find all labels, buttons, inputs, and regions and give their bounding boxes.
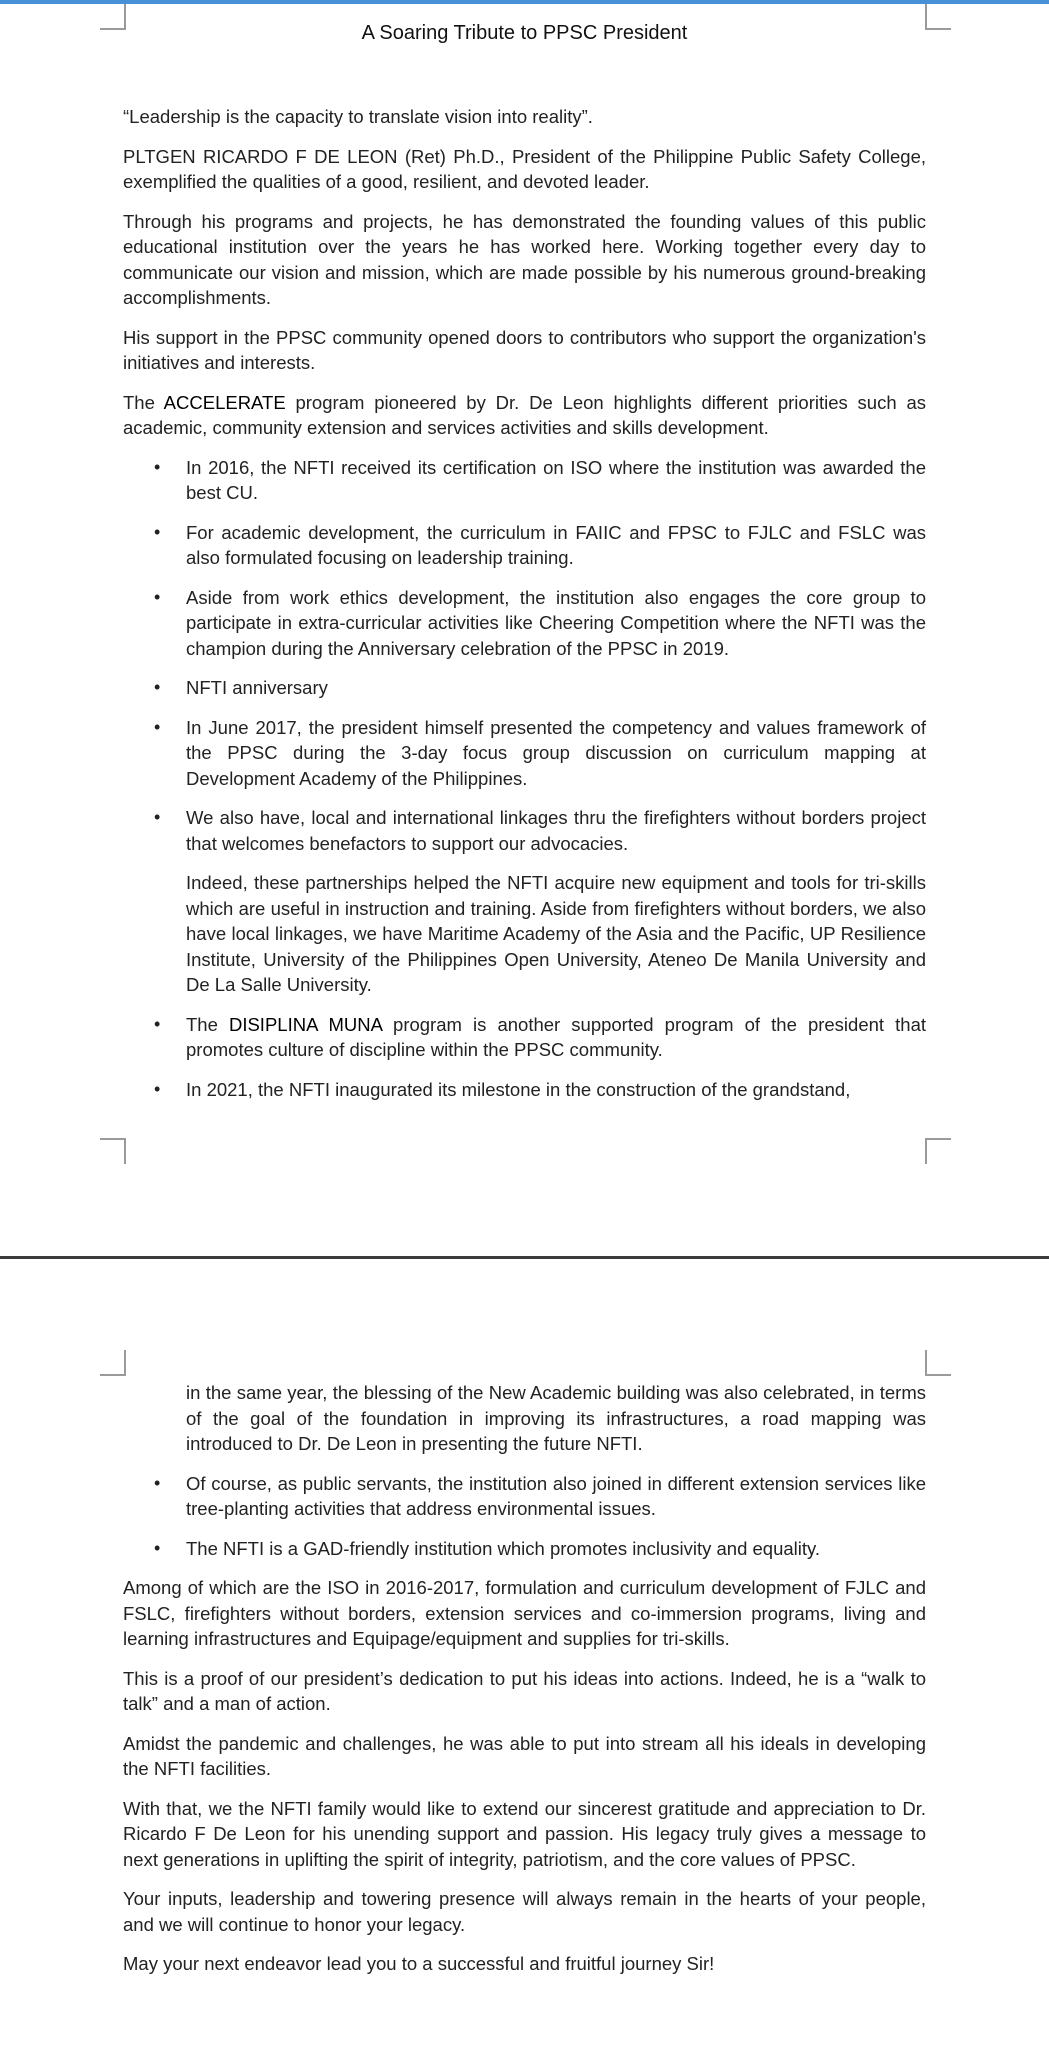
list-item: • The DISIPLINA MUNA program is another supported program of the president that promotes culture of discipline within the PPSC community.: [123, 1012, 926, 1063]
bullet-list-page-1b: [123, 1012, 926, 1103]
page-1-body: [123, 104, 926, 1116]
bullet-list-page-2: [123, 1471, 926, 1562]
margin-corner-bottom-left: [100, 1138, 126, 1164]
intro-paragraph: PLTGEN RICARDO F DE LEON (Ret) Ph.D., President of the Philippine Public Safety College, exemplified the qualities of a good, resilient, and devoted leader.: [123, 145, 926, 192]
closing-paragraph: Your inputs, leadership and towering presence will always remain in the hearts of your people, and we will continue to honor your legacy.: [123, 1888, 926, 1935]
partnerships-paragraph: Indeed, these partnerships helped the NFTI acquire new equipment and tools for tri-skills which are useful in instruction and training. Aside from firefighters without borders, we also have local linkages, we have Maritime Academy of the Asia and the Pacific, UP Resilience Institute, University of the Philippines Open University, Ateneo De Manila University and De La Salle University.: [186, 872, 926, 995]
closing-paragraph: May your next endeavor lead you to a successful and fruitful journey Sir!: [123, 1953, 715, 1974]
programs-paragraph: Through his programs and projects, he has demonstrated the founding values of this public educational institution over the years he has worked here. Working together every day to communicate our vision and mission, which are made possible by his numerous ground-breaking accomplishments.: [123, 210, 926, 308]
accelerate-paragraph: The ACCELERATE program pioneered by Dr. De Leon highlights different priorities such as academic, community extension and services activities and skills development.: [123, 391, 926, 438]
continuation-paragraph: in the same year, the blessing of the New Academic building was also celebrated, in terms of the goal of the foundation in improving its infrastructures, a road mapping was introduced to Dr. De Leon in presenting the future NFTI.: [186, 1382, 926, 1454]
list-item: • For academic development, the curriculum in FAIIC and FPSC to FJLC and FSLC was also formulated focusing on leadership training.: [123, 520, 926, 571]
closing-paragraph: With that, we the NFTI family would like to extend our sincerest gratitude and appreciation to Dr. Ricardo F De Leon for his unending support and passion. His legacy truly gives a message to next generations in uplifting the spirit of integrity, patriotism, and the core values of PPSC.: [123, 1797, 926, 1870]
support-paragraph: His support in the PPSC community opened doors to contributors who support the organization's initiatives and interests.: [123, 326, 926, 373]
closing-paragraph: This is a proof of our president’s dedication to put his ideas into actions. Indeed, he is a “walk to talk” and a man of action.: [123, 1667, 926, 1714]
disiplina-highlight: DISIPLINA MUNA: [228, 1013, 382, 1035]
list-item: • Of course, as public servants, the institution also joined in different extension services like tree-planting activities that address environmental issues.: [123, 1471, 926, 1522]
document-page-2: [0, 1259, 1049, 2048]
list-item: • In 2021, the NFTI inaugurated its milestone in the construction of the grandstand,: [123, 1077, 926, 1103]
document-page-1: [0, 4, 1049, 1256]
margin-corner-top-left: [100, 1350, 126, 1376]
list-item: • The NFTI is a GAD-friendly institution which promotes inclusivity and equality.: [123, 1536, 926, 1562]
closing-paragraph: Among of which are the ISO in 2016-2017, formulation and curriculum development of FJLC and FSLC, firefighters without borders, extension services and co-immersion programs, living and learning infrastructures and Equipage/equipment and supplies for tri-skills.: [123, 1577, 926, 1649]
list-item: • We also have, local and international linkages thru the firefighters without borders project that welcomes benefactors to support our advocacies.: [123, 805, 926, 856]
list-item: • In June 2017, the president himself presented the competency and values framework of the PPSC during the 3-day focus group discussion on curriculum mapping at Development Academy of the Philippines.: [123, 715, 926, 792]
bullet-list-page-1: [123, 455, 926, 857]
opening-quote: “Leadership is the capacity to translate vision into reality”.: [123, 106, 593, 127]
list-item: • Aside from work ethics development, the institution also engages the core group to participate in extra-curricular activities like Cheering Competition where the NFTI was the champion during the Anniversary celebration of the PPSC in 2019.: [123, 585, 926, 662]
margin-corner-top-right: [925, 1350, 951, 1376]
closing-paragraph: Amidst the pandemic and challenges, he was able to put into stream all his ideals in developing the NFTI facilities.: [123, 1732, 926, 1779]
list-item: • In 2016, the NFTI received its certification on ISO where the institution was awarded the best CU.: [123, 455, 926, 506]
accelerate-highlight: ACCELERATE: [163, 391, 286, 413]
margin-corner-bottom-right: [925, 1138, 951, 1164]
list-item: • NFTI anniversary: [123, 675, 926, 701]
page-2-body: [123, 1380, 926, 1991]
document-title: A Soaring Tribute to PPSC President: [361, 22, 688, 44]
